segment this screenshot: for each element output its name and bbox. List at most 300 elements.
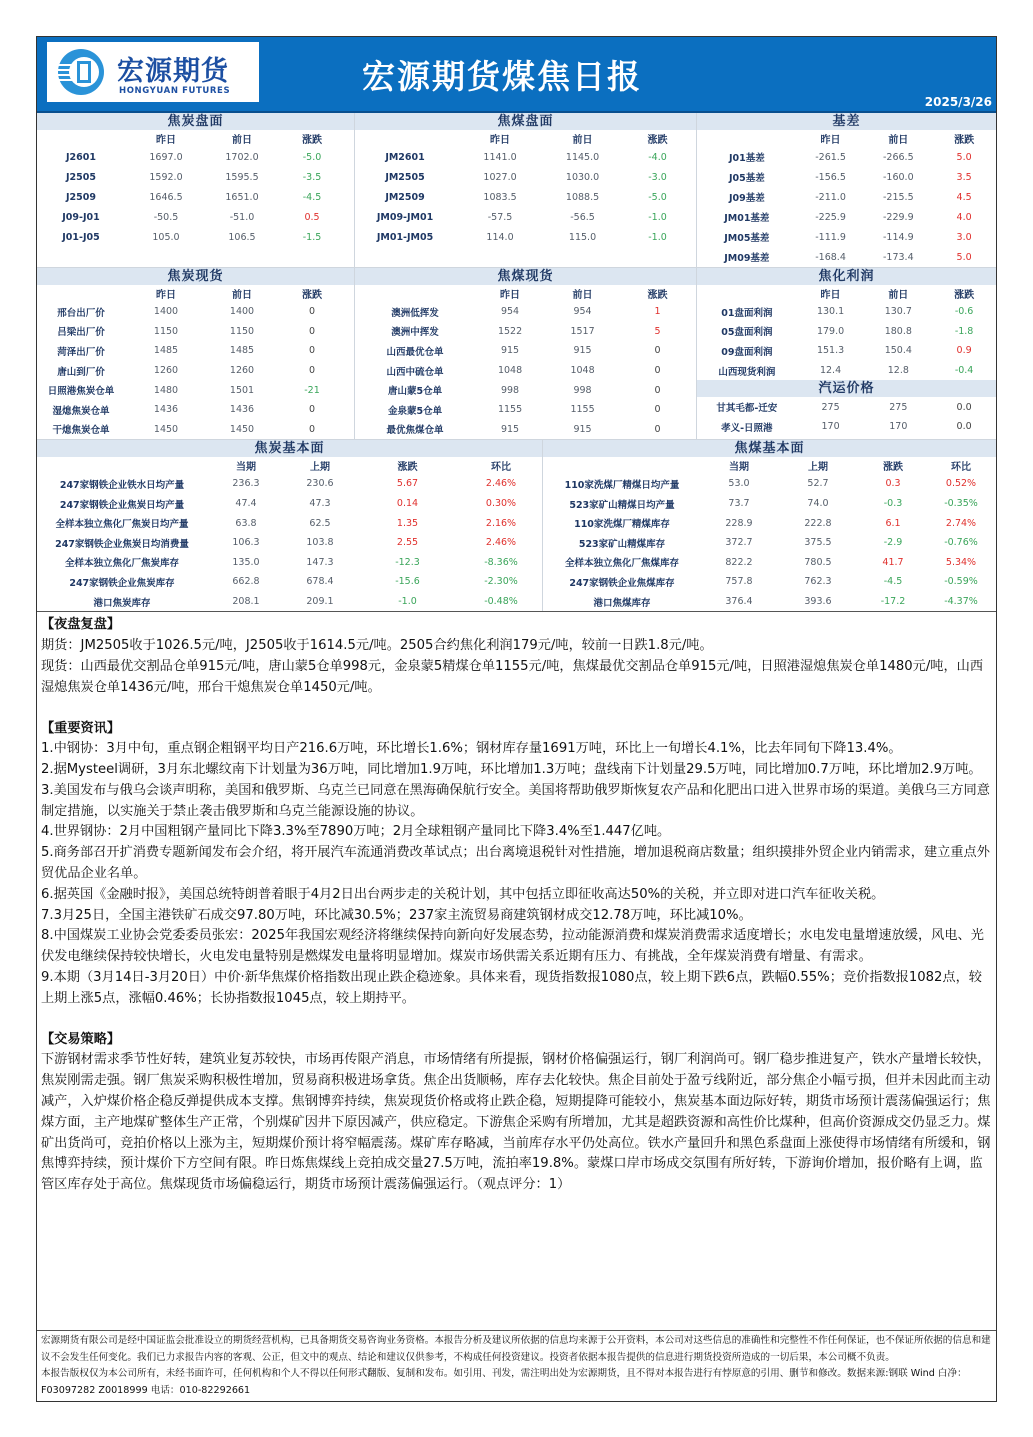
cell-value-1: 376.4 [725, 596, 753, 608]
cell-change: 2.55 [396, 537, 419, 549]
cell-value-2: 1651.0 [225, 191, 259, 203]
col-header-yesterday: 昨日 [820, 290, 841, 301]
table-row [697, 147, 996, 167]
report-header [37, 37, 996, 113]
cell-change: -4.5 [302, 191, 322, 203]
cell-change: -4.5 [883, 576, 903, 588]
cell-value-2: -266.5 [883, 151, 914, 163]
row-label: J2505 [66, 171, 96, 183]
fundamentals-section [37, 440, 996, 612]
cell-value-1: 662.8 [232, 576, 260, 588]
cell-change: -12.3 [395, 556, 420, 568]
table-row [355, 187, 696, 207]
cell-change: 0.9 [956, 345, 972, 357]
cell-value-1: 208.1 [232, 596, 260, 608]
col-header-yesterday: 昨日 [490, 135, 511, 146]
strategy-text: 下游钢材需求季节性好转，建筑业复苏较快，市场再传限产消息，市场情绪有所提振，钢材价格偏强运行，钢厂利润尚可。钢厂稳步推进复产，铁水产量增长较快，焦炭刚需走强。钢厂焦炭采购积极性增加，贸易商积极进场拿货。焦企出货顺畅，库存去化较快。焦企目前处于盈亏线附近，部分焦企小幅亏损，但并未因此而主动减产，入炉煤价格企稳反弹提供成本支撑。焦钢博弈持续，焦炭现货价格或将止跌企稳，短期提降可能较小，焦炭基本面边际好转，期货市场预计震荡偏强运行；焦煤方面，主产地煤矿整体生产正常，个别煤矿因井下原因减产，供应稳定。下游焦企采购有所增加，尤其是超跌资源和高性价比煤种，但高价资源成交仍显乏力。煤矿出货尚可，竞拍价格以上涨为主，短期煤价预计将窄幅震荡。煤矿库存略减，当前库存水平仍处高位。铁水产量回升和黑色系盘面上涨使得市场情绪有所缓和，钢焦博弈持续，预计煤价下方空间有限。昨日炼焦煤线上竞拍成交量27.5万吨，流拍率19.8%。蒙煤口岸市场成交氛围有所好转，下游询价增加，报价略有上调，监管区库存处于高位。焦煤现货市场偏稳运行，期货市场预计震荡偏强运行。（观点评分：1） [41, 1052, 991, 1193]
cell-change: 1 [654, 306, 661, 318]
cell-change: -0.3 [883, 498, 903, 510]
table-row [37, 341, 354, 361]
row-label: 日照港焦炭仓单 [47, 386, 115, 398]
cell-value-1: 1485 [153, 345, 179, 357]
row-label: 09盘面利润 [721, 346, 773, 358]
row-label: 唐山蒙5仓单 [387, 386, 443, 398]
row-label: 甘其毛都-迁安 [716, 403, 778, 415]
cell-value-2: 12.8 [887, 365, 909, 377]
table-row [355, 380, 696, 400]
cell-value-2: 147.3 [306, 556, 334, 568]
cell-value-2: 209.1 [306, 596, 334, 608]
cell-value-2: 780.5 [804, 556, 832, 568]
row-label: JM09基差 [724, 253, 770, 264]
cell-change: 0 [654, 384, 661, 396]
night-review-spot: 现货：山西最优交割品仓单915元/吨，唐山蒙5仓单998元，金泉蒙5精煤仓单1155元/吨，焦煤最优交割品仓单915元/吨，日照港湿熄焦炭仓单1480元/吨，山西湿熄焦炭仓单1436元/吨，邢台干熄焦炭仓单1450元/吨。 [41, 658, 984, 695]
table-row [37, 187, 354, 207]
cell-value-1: 915 [500, 345, 520, 357]
company-logo [47, 42, 259, 102]
cell-ratio: 5.34% [945, 556, 977, 568]
cell-value-1: 998 [500, 384, 520, 396]
cell-value-2: 1436 [229, 404, 255, 416]
commentary [37, 612, 996, 1196]
row-label: 05盘面利润 [721, 327, 773, 339]
row-label: 山西中硫仓单 [386, 366, 444, 378]
row-label: 菏泽出厂价 [57, 346, 105, 358]
col-header-change: 涨跌 [647, 135, 668, 146]
cell-value-2: 915 [573, 345, 592, 357]
table-header-row [543, 457, 996, 474]
table-row [37, 380, 354, 400]
row-label: JM01-JM05 [376, 231, 434, 243]
table-row [697, 397, 996, 417]
table-row [355, 227, 696, 247]
logo-english-name: HONGYUAN FUTURES [119, 86, 231, 96]
cell-value-2: -160.0 [883, 171, 914, 183]
cell-value-2: 150.4 [884, 345, 912, 357]
cell-value-2: 1145.0 [565, 151, 600, 163]
coke-futures-table [37, 113, 354, 267]
table-header-row [37, 457, 542, 474]
cell-change: -4.0 [648, 151, 667, 163]
col-header-current: 当期 [236, 462, 256, 474]
cell-value-2: 762.3 [804, 576, 832, 588]
row-label: J2509 [66, 191, 96, 203]
row-label: 孝义-日照港 [721, 422, 773, 434]
cell-value-1: 1450 [153, 423, 179, 435]
cell-value-1: -50.5 [153, 211, 179, 223]
row-label: 全样本独立焦化厂焦煤库存 [564, 558, 679, 570]
table-row [355, 400, 696, 420]
row-label: JM2505 [385, 171, 425, 183]
cell-value-2: 1150 [229, 325, 255, 337]
table-row [697, 227, 996, 247]
cell-ratio: 0.52% [945, 478, 977, 490]
coal-fundamentals-table [542, 440, 996, 611]
news-item: 6.据英国《金融时报》，美国总统特朗普着眼于4月2日出台两步走的关税计划，其中包括立即征收高达50%的关税，并立即对进口汽车征收关税。 [41, 886, 885, 902]
table-row [37, 302, 354, 322]
cell-change: 3.0 [956, 231, 972, 243]
row-label: 247家钢铁企业焦炭日均消费量 [55, 538, 189, 550]
news-item: 9.本期（3月14日-3月20日）中价·新华焦煤价格指数出现止跌企稳迹象。具体来看，现货指数报1080点，较上期下跌6点，跌幅0.55%；竞价指数报1082点，较上期上涨5点，涨幅0.46%；长协指数报1045点，较上期持平。 [41, 970, 982, 1006]
cell-change: -17.2 [880, 596, 906, 608]
row-label: 最优焦煤仓单 [386, 425, 444, 437]
cell-ratio: -0.76% [944, 537, 978, 549]
table-row [37, 322, 354, 342]
row-label: 247家钢铁企业焦煤库存 [569, 577, 675, 589]
logo-chinese-name: 宏源期货 [117, 56, 229, 87]
row-label: 澳洲中挥发 [391, 327, 439, 339]
row-label: 110家洗煤厂精煤库存 [574, 519, 670, 531]
copyright-text: 本报告版权仅为本公司所有，未经书面许可，任何机构和个人不得以任何形式翻版、复制和发布。如引用、刊发，需注明出处为宏源期货，且不得对本报告进行有悖原意的引用、删节和修改。数据来源:钢联 Wind 白净：F03097282 Z0018999 电话：010-82292661 [41, 1368, 967, 1396]
cell-change: 5.0 [956, 251, 972, 263]
table-row [697, 417, 996, 437]
table-row [37, 207, 354, 227]
cell-value-2: 954 [573, 306, 592, 318]
cell-value-1: 1141.0 [483, 151, 517, 163]
table-row [37, 420, 354, 440]
table-row [697, 187, 996, 207]
cell-value-1: 1260 [153, 365, 179, 377]
futures-section [37, 113, 996, 268]
news-item: 8.中国煤炭工业协会党委委员张宏：2025年我国宏观经济将继续保持向新向好发展态势，拉动能源消费和煤炭消费需求适度增长；水电发电量增速放缓，风电、光伏发电继续保持较快增长，火电发电量特别是燃煤发电量将明显增加。煤炭市场供需关系近期有压力、有挑战，全年煤炭消费有增量、有需求。 [41, 928, 984, 965]
table-row [37, 474, 542, 494]
col-header-prev: 前日 [572, 135, 593, 146]
cell-value-1: 822.2 [725, 556, 753, 568]
cell-change: -0.4 [954, 365, 974, 377]
basis-table [696, 113, 996, 267]
cell-ratio: 2.46% [485, 537, 517, 549]
col-header-change: 涨跌 [954, 290, 975, 301]
table-row [355, 167, 696, 187]
section-title: 焦炭基本面 [37, 440, 542, 457]
row-label: JM01基差 [724, 213, 770, 224]
row-label: 港口焦炭库存 [93, 597, 151, 609]
row-label: J01基差 [728, 153, 765, 164]
cell-ratio: -8.36% [484, 556, 518, 568]
table-row [697, 207, 996, 227]
cell-value-1: -261.5 [815, 151, 846, 163]
cell-change: 0 [308, 404, 316, 416]
table-row [355, 302, 696, 322]
news-item: 1.中钢协：3月中旬，重点钢企粗钢平均日产216.6万吨，环比增长1.6%；钢材库存量1691万吨，环比上一旬增长4.1%，比去年同旬下降13.4%。 [41, 741, 902, 757]
cell-value-2: 1030.0 [565, 171, 600, 183]
cell-change: 0 [308, 365, 316, 377]
cell-change: 0 [308, 306, 316, 318]
table-header-row [355, 130, 696, 147]
col-header-yesterday: 昨日 [500, 290, 521, 301]
cell-ratio: 2.16% [485, 517, 517, 529]
table-row [543, 474, 996, 494]
cell-change: 1.35 [396, 517, 419, 529]
cell-value-2: -173.4 [883, 251, 914, 263]
cell-change: 0.14 [396, 498, 419, 510]
cell-value-2: 106.5 [228, 231, 256, 243]
cell-value-1: 106.3 [232, 537, 260, 549]
cell-change: 0 [308, 345, 316, 357]
section-title: 焦炭现货 [37, 268, 354, 285]
col-header-prev: 上期 [808, 462, 828, 474]
cell-change: -15.6 [395, 576, 420, 588]
cell-change: -3.5 [302, 171, 322, 183]
cell-value-2: 1048 [570, 365, 595, 377]
table-row [355, 361, 696, 381]
cell-value-1: 275 [821, 401, 840, 413]
table-row [543, 533, 996, 553]
table-row [355, 322, 696, 342]
cell-value-2: 375.5 [804, 537, 832, 549]
row-label: J09基差 [728, 193, 765, 204]
col-header-change: 涨跌 [647, 290, 668, 301]
cell-value-2: 1450 [229, 423, 255, 435]
report-title: 宏源期货煤焦日报 [362, 57, 642, 96]
table-row [697, 302, 996, 322]
cell-change: 6.1 [885, 517, 901, 529]
cell-value-2: 1088.5 [565, 191, 600, 203]
col-header-prev: 上期 [310, 462, 330, 474]
col-header-change: 涨跌 [397, 462, 418, 474]
cell-ratio: 0.30% [485, 498, 517, 510]
col-header-yesterday: 昨日 [156, 135, 176, 146]
news-item: 7.3月25日，全国主港铁矿石成交97.80万吨，环比减30.5%；237家主流贸易商建筑钢材成交12.78万吨，环比减10%。 [41, 907, 752, 923]
cell-value-2: 103.8 [306, 537, 334, 549]
table-header-row [697, 285, 996, 302]
col-header-prev: 前日 [888, 135, 909, 146]
news-item: 5.商务部召开扩消费专题新闻发布会介绍，将开展汽车流通消费改革试点；出台离境退税针对性措施，增加退税商店数量；组织摸排外贸企业内销需求，建立重点外贸优品企业名单。 [41, 845, 990, 882]
news-item: 4.世界钢协：2月中国粗钢产量同比下降3.3%至7890万吨；2月全球粗钢产量同比下降3.4%至1.447亿吨。 [41, 824, 671, 840]
table-row [543, 592, 996, 612]
cell-change: 5 [654, 325, 661, 337]
cell-change: -1.5 [302, 231, 322, 243]
cell-change: 0 [654, 404, 661, 416]
cell-value-1: 1592.0 [149, 171, 183, 183]
cell-change: 0.3 [885, 478, 901, 490]
cell-value-1: 12.4 [819, 365, 842, 377]
cell-value-2: 74.0 [807, 498, 829, 510]
cell-ratio: 2.46% [485, 478, 517, 490]
disclaimer [37, 1330, 996, 1401]
cell-value-2: -215.5 [883, 191, 914, 203]
row-label: J05基差 [728, 173, 765, 184]
col-header-prev: 前日 [232, 290, 252, 301]
cell-value-1: 151.3 [816, 345, 845, 357]
row-label: 山西现货利润 [718, 366, 776, 378]
cell-value-1: 1083.5 [483, 191, 517, 203]
cell-change: 5.0 [956, 151, 972, 163]
row-label: 邢台出厂价 [57, 307, 105, 319]
cell-value-1: 1522 [497, 325, 523, 337]
table-row [37, 513, 542, 533]
table-row [355, 147, 696, 167]
row-label: 澳洲低挥发 [391, 307, 439, 319]
cell-value-2: 222.8 [804, 517, 832, 529]
daily-report-page [36, 36, 997, 1402]
cell-value-1: 73.7 [728, 498, 750, 510]
row-label: 全样本独立焦化厂焦炭日均产量 [55, 519, 189, 531]
cell-value-1: 757.8 [725, 576, 753, 588]
row-label: JM09-JM01 [376, 211, 434, 223]
cell-value-1: 915 [500, 423, 520, 435]
cell-change: 0 [654, 345, 661, 357]
coke-fundamentals-table [37, 440, 542, 611]
cell-change: -21 [304, 384, 320, 396]
cell-value-2: 678.4 [306, 576, 334, 588]
cell-value-1: 1400 [153, 306, 179, 318]
cell-value-2: 62.5 [309, 517, 331, 529]
coal-spot-table [354, 268, 696, 439]
disclaimer-text: 宏源期货有限公司是经中国证监会批准设立的期货经营机构，已具备期货交易咨询业务资格。本报告分析及建议所依据的信息均来源于公开资料，本公司对这些信息的准确性和完整性不作任何保证，也不保证所依据的信息和建议不会发生任何变化。我们已力求报告内容的客观、公正，但文中的观点、结论和建议仅供参考，不构成任何投资建议。投资者依据本报告提供的信息进行期货投资所造成的一切后果，本公司概不负责。 [41, 1335, 991, 1363]
cell-change: -1.8 [954, 325, 974, 337]
table-header-row [37, 285, 354, 302]
coking-profit-freight-table [696, 268, 996, 439]
table-row [37, 400, 354, 420]
section-title: 汽运价格 [697, 380, 996, 397]
row-label: 全样本独立焦化厂焦炭库存 [64, 558, 179, 570]
report-date: 2025/3/26 [924, 95, 992, 109]
cell-change: 0 [308, 325, 316, 337]
cell-value-1: -211.0 [815, 191, 846, 203]
table-row [543, 494, 996, 514]
cell-value-1: 170 [821, 421, 840, 433]
cell-value-1: 1646.5 [149, 191, 183, 203]
row-label: 港口焦煤库存 [593, 597, 651, 609]
col-header-ratio: 环比 [491, 462, 511, 474]
cell-value-1: -225.9 [815, 211, 846, 223]
table-row [697, 167, 996, 187]
table-row [37, 227, 354, 247]
news-item: 2.据Mysteel调研，3月东北螺纹南下计划量为36万吨，同比增加1.9万吨，环比增加1.3万吨；盘线南下计划量29.5万吨，同比增加0.7万吨，环比增加2.9万吨。 [41, 762, 982, 778]
cell-value-2: 393.6 [804, 596, 832, 608]
row-label: JM05基差 [724, 233, 770, 244]
cell-value-1: 228.9 [725, 517, 753, 529]
table-row [37, 572, 542, 592]
cell-value-1: -168.4 [815, 251, 846, 263]
table-row [543, 553, 996, 573]
col-header-yesterday: 昨日 [156, 290, 176, 301]
cell-value-1: 1155 [497, 404, 523, 416]
col-header-current: 当期 [729, 462, 749, 474]
cell-change: -5.0 [648, 191, 667, 203]
cell-value-2: 1595.5 [225, 171, 259, 183]
strategy-heading: 【交易策略】 [41, 1031, 121, 1047]
table-row [37, 494, 542, 514]
cell-change: -1.0 [398, 596, 417, 608]
table-row [355, 341, 696, 361]
table-row [697, 247, 996, 267]
col-header-prev: 前日 [572, 290, 593, 301]
cell-value-2: -229.9 [883, 211, 914, 223]
table-header-row [355, 285, 696, 302]
row-label: 523家矿山精煤库存 [578, 538, 666, 550]
cell-value-1: 114.0 [486, 231, 514, 243]
section-title: 焦煤基本面 [543, 440, 996, 457]
cell-value-1: 47.4 [235, 498, 257, 510]
cell-value-2: 1400 [229, 306, 255, 318]
cell-value-1: 135.0 [232, 556, 260, 568]
coal-futures-table [354, 113, 696, 267]
cell-value-1: 63.8 [235, 517, 257, 529]
row-label: 523家矿山精煤日均产量 [569, 499, 675, 511]
key-news-heading: 【重要资讯】 [41, 720, 121, 736]
table-row [37, 361, 354, 381]
row-label: 山西最优仓单 [386, 346, 444, 358]
cell-ratio: -0.59% [944, 576, 978, 588]
row-label: J2601 [66, 151, 96, 163]
cell-value-1: -156.5 [815, 171, 846, 183]
cell-value-1: 236.3 [232, 478, 260, 490]
cell-change: -2.9 [883, 537, 903, 549]
cell-value-2: -51.0 [229, 211, 255, 223]
table-row [37, 167, 354, 187]
col-header-yesterday: 昨日 [820, 135, 841, 146]
coke-spot-table [37, 268, 354, 439]
row-label: J09-J01 [62, 211, 100, 223]
cell-value-1: 130.1 [816, 306, 845, 318]
row-label: J01-J05 [62, 231, 100, 243]
logo-mark-icon [55, 48, 107, 96]
cell-change: 0 [654, 365, 661, 377]
table-header-row [697, 130, 996, 147]
cell-value-1: 179.0 [816, 325, 845, 337]
cell-value-1: 954 [500, 306, 520, 318]
news-item: 3.美国发布与俄乌会谈声明称，美国和俄罗斯、乌克兰已同意在黑海确保航行安全。美国将帮助俄罗斯恢复农产品和化肥出口进入世界市场的渠道。美俄乌三方同意制定措施，以实施关于禁止袭击俄罗斯和乌克兰能源设施的协议。 [41, 782, 990, 819]
cell-value-2: 1485 [229, 345, 255, 357]
cell-change: 0 [654, 423, 661, 435]
cell-change: 4.5 [956, 191, 972, 203]
cell-value-2: 275 [889, 401, 908, 413]
cell-change: 5.67 [396, 478, 419, 490]
cell-ratio: 2.74% [945, 517, 977, 529]
col-header-prev: 前日 [232, 135, 252, 146]
col-header-change: 涨跌 [954, 135, 975, 146]
row-label: 247家钢铁企业铁水日均产量 [59, 479, 185, 491]
cell-change: 0 [308, 423, 316, 435]
table-row [37, 147, 354, 167]
cell-value-2: 998 [573, 384, 592, 396]
cell-change: 3.5 [956, 171, 972, 183]
cell-value-1: 1436 [153, 404, 179, 416]
col-header-change: 涨跌 [883, 462, 903, 474]
cell-value-2: -114.9 [883, 231, 914, 243]
row-label: 01盘面利润 [721, 307, 773, 319]
row-label: 110家洗煤厂精煤日均产量 [564, 479, 680, 491]
cell-value-1: 372.7 [725, 537, 753, 549]
cell-value-2: 130.7 [884, 306, 912, 318]
row-label: JM2601 [385, 151, 425, 163]
cell-change: -0.6 [954, 306, 974, 318]
cell-change: 0.0 [956, 421, 972, 433]
col-header-change: 涨跌 [302, 135, 322, 146]
table-row [697, 361, 996, 381]
cell-value-1: 105.0 [152, 231, 180, 243]
cell-change: 0.5 [304, 211, 320, 223]
table-row [697, 341, 996, 361]
row-label: 吕梁出厂价 [57, 327, 105, 339]
cell-value-2: 1501 [229, 384, 255, 396]
cell-ratio: -0.48% [484, 596, 518, 608]
cell-ratio: -0.35% [944, 498, 978, 510]
cell-change: 0.0 [956, 401, 972, 413]
section-title: 焦煤现货 [355, 268, 696, 285]
cell-change: 41.7 [882, 556, 904, 568]
cell-change: -1.0 [648, 231, 667, 243]
cell-value-1: -111.9 [815, 231, 846, 243]
cell-value-2: -56.5 [570, 211, 595, 223]
row-label: JM2509 [385, 191, 425, 203]
cell-value-2: 1155 [570, 404, 595, 416]
cell-value-1: 1150 [153, 325, 179, 337]
cell-value-1: 1697.0 [149, 151, 183, 163]
cell-change: -3.0 [648, 171, 667, 183]
